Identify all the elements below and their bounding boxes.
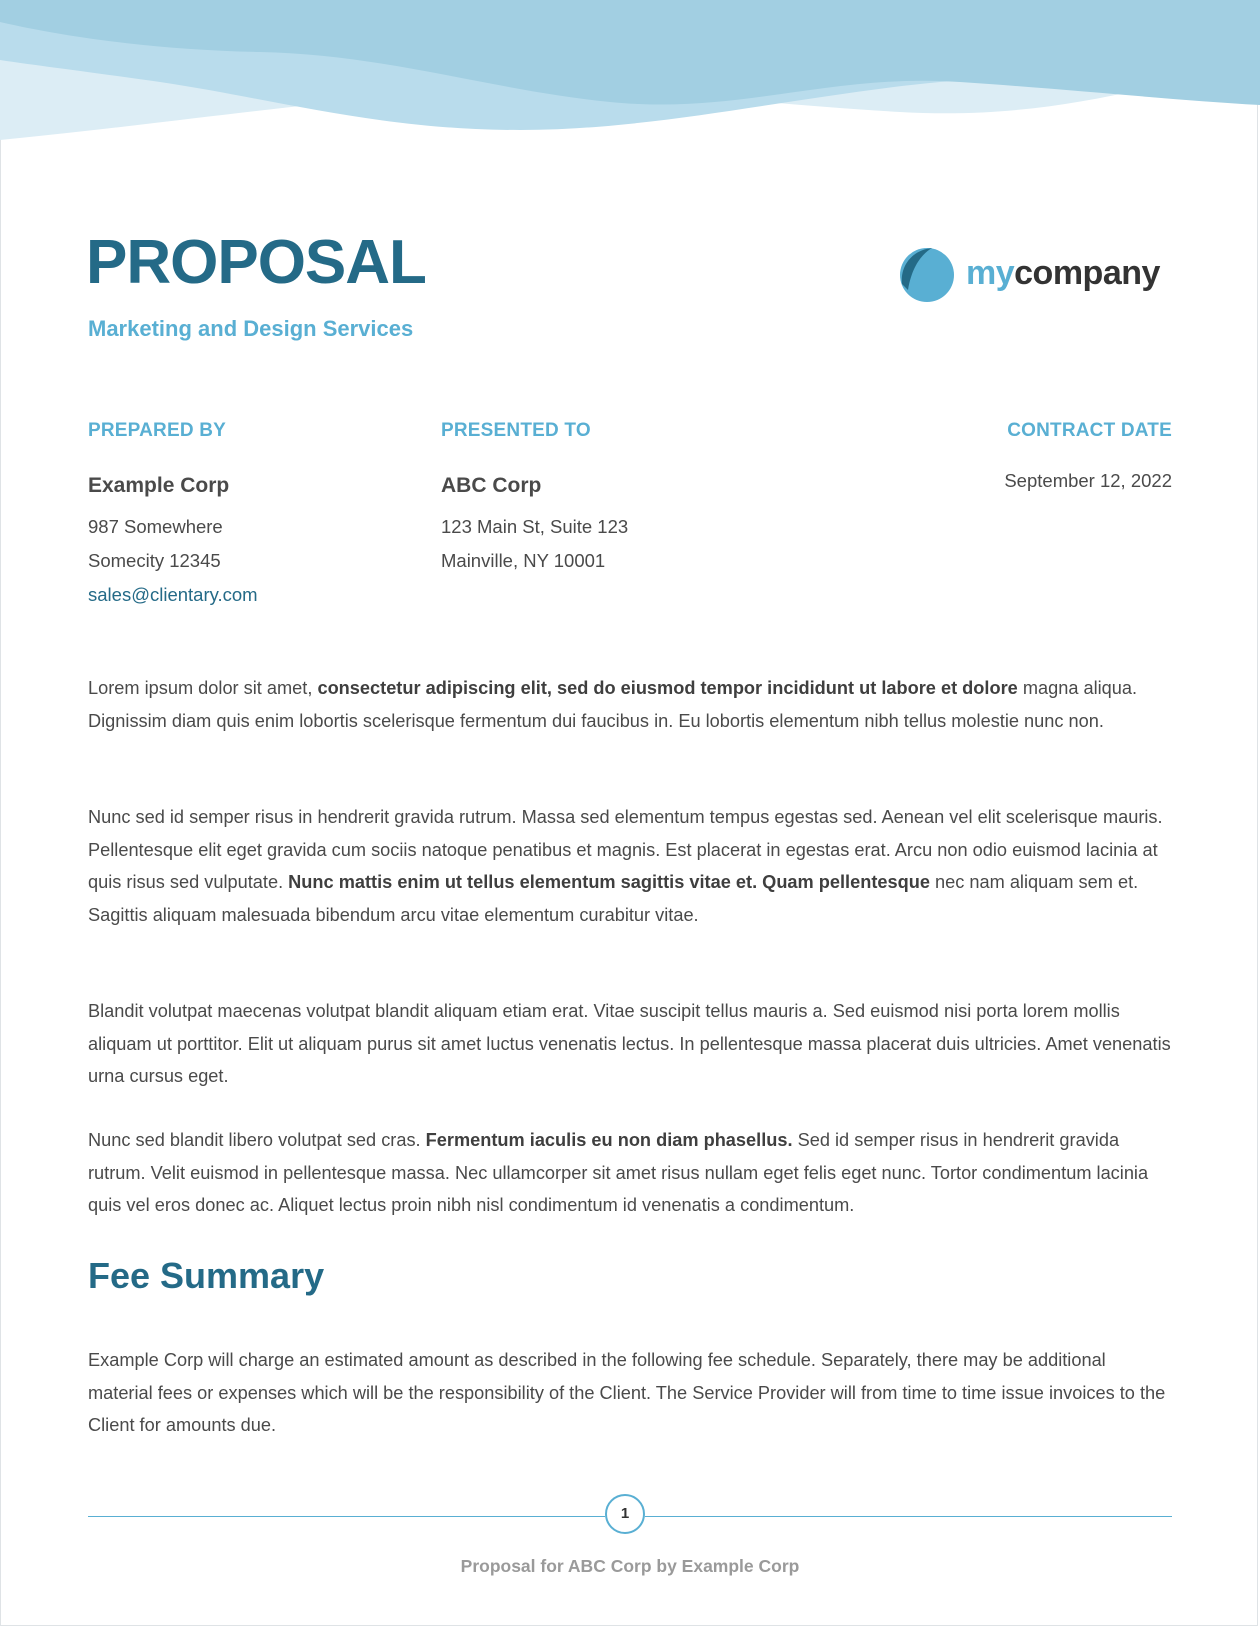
- footer-divider-right: [645, 1516, 1172, 1517]
- prepared-by-address-1: 987 Somewhere: [88, 516, 223, 537]
- body-paragraph-2: [88, 801, 1172, 931]
- presented-to-address-2: Mainville, NY 10001: [441, 550, 606, 571]
- presented-to-label: PRESENTED TO: [441, 420, 591, 441]
- company-logo: [898, 244, 1160, 302]
- header-wave-decoration: [0, 0, 1260, 150]
- text-run: Blandit volutpat maecenas volutpat blandit aliquam etiam erat. Vitae suscipit tellus mauris a. Sed euismod nisi porta lorem mollis aliquam ut porttitor. Elit ut aliquam purus sit amet luctus venenatis lectus. In pellentesque massa placerat duis ultricies. Amet venenatis urna cursus eget.: [88, 1001, 1171, 1086]
- fee-summary-paragraph: Example Corp will charge an estimated amount as described in the following fee schedule. Separately, there may be additional material fees or expenses which will be the responsibility of the Client. The Service Provider will from time to time issue invoices to the Client for amounts due.: [88, 1350, 1166, 1435]
- body-paragraph-1: [88, 672, 1172, 737]
- page-number-badge: 1: [605, 1494, 645, 1534]
- bold-text-run: Fermentum iaculis eu non diam phasellus.: [425, 1130, 793, 1150]
- fee-summary-heading: Fee Summary: [88, 1255, 325, 1296]
- text-run: Lorem ipsum dolor sit amet,: [88, 678, 318, 698]
- text-run: magna aliqua. Dignissim diam quis enim lobortis scelerisque fermentum dui faucibus in. Eu lobortis elementum nibh tellus molestie nunc non.: [88, 678, 1138, 731]
- footer-caption: Proposal for ABC Corp by Example Corp: [460, 1556, 800, 1576]
- logo-wordmark: [966, 256, 1160, 290]
- text-run: nec nam aliquam sem et. Sagittis aliquam malesuada bibendum arcu vitae elementum curabitur vitae.: [88, 872, 1139, 925]
- document-subtitle: Marketing and Design Services: [88, 316, 414, 341]
- prepared-by-name: Example Corp: [88, 474, 230, 497]
- circle-logo-icon: [898, 244, 956, 302]
- text-run: Nunc sed blandit libero volutpat sed cras.: [88, 1130, 426, 1150]
- bold-text-run: consectetur adipiscing elit, sed do eiusmod tempor incididunt ut labore et dolore: [317, 678, 1018, 698]
- body-paragraph-4: [88, 1124, 1172, 1222]
- prepared-by-address-2: Somecity 12345: [88, 550, 221, 571]
- document-title: PROPOSAL: [86, 228, 426, 297]
- contract-date-label: CONTRACT DATE: [1007, 420, 1172, 441]
- footer-divider-left: [88, 1516, 605, 1517]
- presented-to-address-1: 123 Main St, Suite 123: [441, 516, 629, 537]
- prepared-by-email-link[interactable]: sales@clientary.com: [88, 584, 258, 605]
- logo-text-company: company: [1014, 254, 1160, 292]
- contract-date-value: September 12, 2022: [1004, 470, 1172, 491]
- bold-text-run: Nunc mattis enim ut tellus elementum sagittis vitae et. Quam pellentesque: [288, 872, 930, 892]
- presented-to-name: ABC Corp: [441, 474, 542, 497]
- logo-text-my: my: [966, 254, 1015, 292]
- prepared-by-label: PREPARED BY: [88, 420, 227, 441]
- text-run: Nunc sed id semper risus in hendrerit gravida rutrum. Massa sed elementum tempus egestas sed. Aenean vel elit scelerisque mauris. Pellentesque elit eget gravida cum sociis natoque penatibus et magnis. Est placerat in egestas erat. Arcu non odio euismod lacinia at quis risus sed vulputate.: [88, 807, 1163, 892]
- text-run: Sed id semper risus in hendrerit gravida rutrum. Velit euismod in pellentesque massa. Nec ullamcorper sit amet risus nullam eget felis eget nunc. Tortor condimentum lacinia quis vel eros donec ac. Aliquet lectus proin nibh nisl condimentum id venenatis a condimentum.: [88, 1130, 1149, 1215]
- body-paragraph-3: [88, 995, 1172, 1093]
